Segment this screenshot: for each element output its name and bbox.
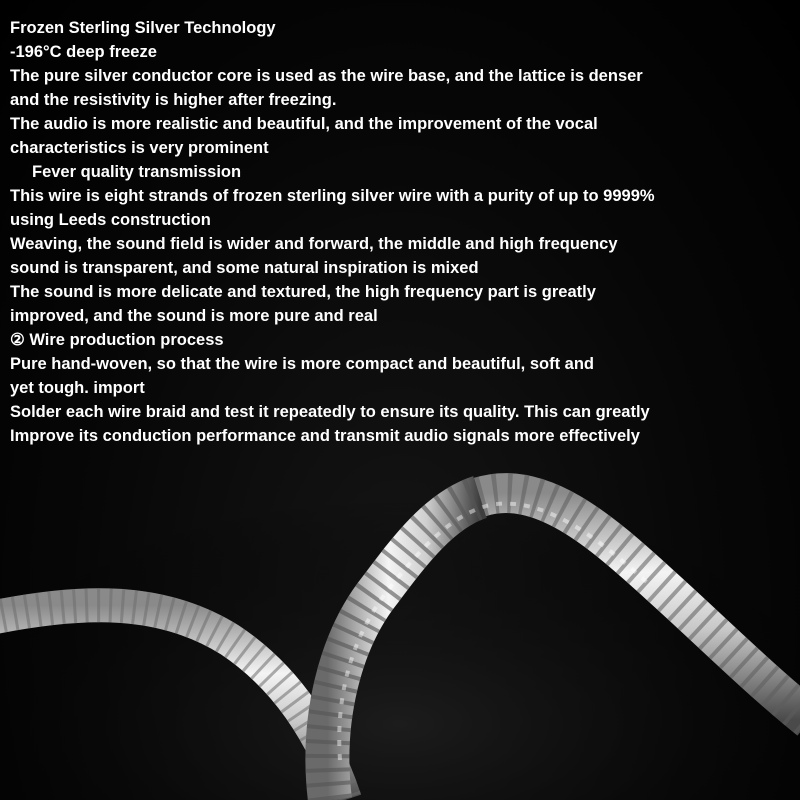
description-line: Solder each wire braid and test it repeatedly to ensure its quality. This can greatly	[10, 403, 650, 421]
description-line: sound is transparent, and some natural inspiration is mixed	[10, 259, 479, 277]
description-line: The sound is more delicate and textured, the high frequency part is greatly	[10, 283, 596, 301]
description-line: Fever quality transmission	[32, 163, 242, 181]
description-line: This wire is eight strands of frozen sterling silver wire with a purity of up to 9999%	[10, 187, 655, 205]
description-line: The pure silver conductor core is used as the wire base, and the lattice is denser	[10, 67, 643, 85]
description-line: Improve its conduction performance and transmit audio signals more effectively	[10, 427, 640, 445]
description-line: using Leeds construction	[10, 211, 211, 229]
description-line: improved, and the sound is more pure and real	[10, 307, 378, 325]
description-line: and the resistivity is higher after freezing.	[10, 91, 337, 109]
description-line: -196°C deep freeze	[10, 43, 157, 61]
description-line: Weaving, the sound field is wider and forward, the middle and high frequency	[10, 235, 618, 253]
description-line: yet tough. import	[10, 379, 145, 397]
description-line: The audio is more realistic and beautiful, and the improvement of the vocal	[10, 115, 598, 133]
description-line: characteristics is very prominent	[10, 139, 269, 157]
product-description	[10, 16, 790, 448]
description-line: Frozen Sterling Silver Technology	[10, 19, 276, 37]
description-line: Pure hand-woven, so that the wire is more compact and beautiful, soft and	[10, 355, 595, 373]
description-line: ② Wire production process	[10, 331, 224, 349]
